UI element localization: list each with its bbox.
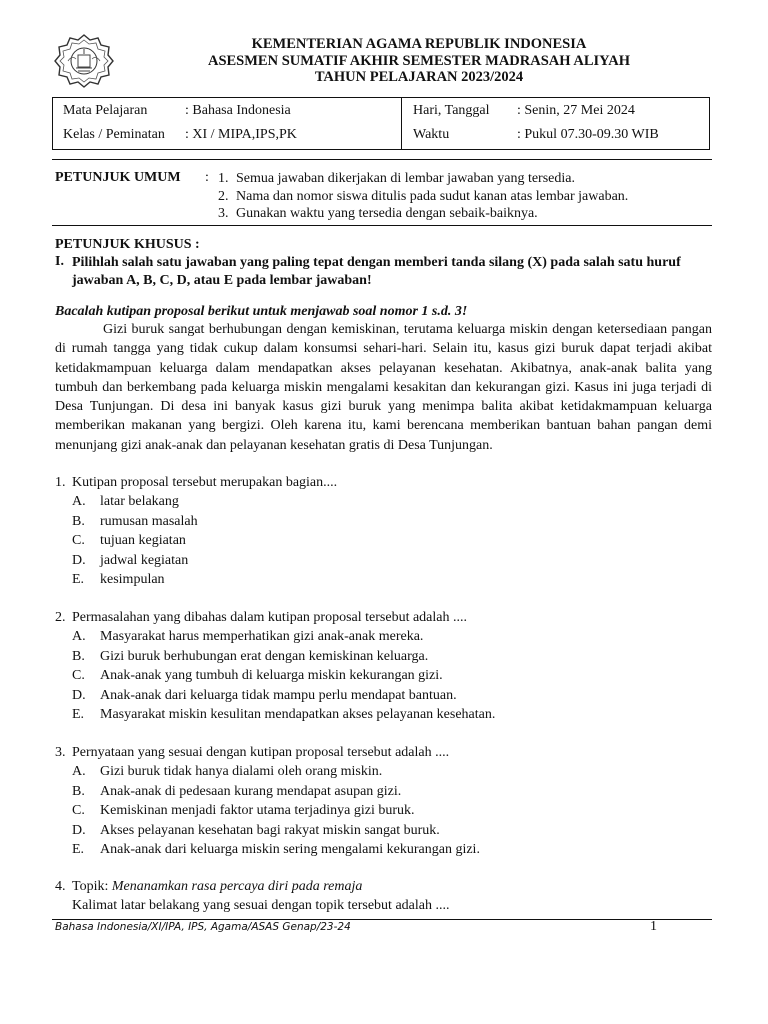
question-2	[55, 608, 712, 724]
option-list	[55, 492, 712, 589]
option-e	[72, 570, 712, 589]
option-text: jadwal kegiatan	[100, 552, 189, 568]
header-year: TAHUN PELAJARAN 2023/2024	[314, 69, 524, 85]
option-a	[72, 492, 712, 511]
exam-header	[120, 36, 718, 86]
option-letter: D.	[72, 822, 86, 838]
option-text: Masyarakat miskin kesulitan mendapatkan akses pelayanan kesehatan.	[100, 707, 496, 723]
option-d	[72, 821, 712, 840]
option-letter: B.	[72, 513, 85, 529]
footer-divider	[52, 919, 712, 920]
option-letter: A.	[72, 764, 86, 780]
option-list	[55, 627, 712, 724]
option-d	[72, 686, 712, 705]
section-roman-numeral: I.	[55, 254, 64, 269]
option-letter: E.	[72, 572, 85, 588]
option-e	[72, 840, 712, 859]
reading-instruction: Bacalah kutipan proposal berikut untuk menjawab soal nomor 1 s.d. 3!	[55, 304, 468, 319]
option-letter: E.	[72, 707, 85, 723]
option-text: Kemiskinan menjadi faktor utama terjadinya gizi buruk.	[100, 803, 415, 819]
specific-instructions-label: PETUNJUK KHUSUS :	[55, 237, 200, 252]
option-text: Akses pelayanan kesehatan bagi rakyat miskin sangat buruk.	[100, 822, 440, 838]
info-time-value: : Pukul 07.30-09.30 WIB	[517, 127, 659, 142]
option-letter: D.	[72, 687, 86, 703]
exam-info-box	[52, 97, 710, 150]
option-text: Gizi buruk berhubungan erat dengan kemiskinan keluarga.	[100, 648, 429, 664]
question-1	[55, 473, 712, 589]
option-a	[72, 627, 712, 646]
info-class-value: : XI / MIPA,IPS,PK	[185, 127, 297, 142]
info-class-label: Kelas / Peminatan	[63, 127, 165, 142]
option-text: Gizi buruk tidak hanya dialami oleh orang miskin.	[100, 764, 383, 780]
question-stem: Pernyataan yang sesuai dengan kutipan proposal tersebut adalah ....	[72, 745, 450, 760]
general-instructions-label: PETUNJUK UMUM	[55, 170, 181, 185]
list-item	[218, 205, 628, 223]
header-assessment: ASESMEN SUMATIF AKHIR SEMESTER MADRASAH ALIYAH	[207, 52, 631, 69]
item-number: 1.	[218, 171, 229, 186]
option-letter: C.	[72, 668, 85, 684]
option-e	[72, 705, 712, 724]
question-number: 4.	[55, 879, 66, 894]
passage-paragraph: Gizi buruk sangat berhubungan dengan kemiskinan, terutama keluarga miskin dengan ketersediaan pangan di rumah tangga yang tidak cukup dalam konsumsi sehari-hari. Selain itu, kasus gizi buruk dapat terjadi akibat ketidakmampuan keluarga dalam mendapatkan akses pelayanan kesehatan. Akibatnya, anak-anak balita yang tumbuh dan berkembang pada keluarga miskin mengalami kesakitan dan kekurangan gizi. Kasus ini juga terjadi di Desa Tunjungan. Di desa ini banyak kasus gizi buruk yang menimpa balita akibat ketidakmampuan keluarga memberikan makanan yang bergizi. Oleh karena itu, kami berencana memberikan bantuan bahan pangan demi menunjang gizi anak-anak dan pelayanan kesehatan gratis di Desa Tunjungan.	[55, 322, 712, 453]
footer-course-code: Bahasa Indonesia/XI/IPA, IPS, Agama/ASAS Genap/23-24	[55, 921, 351, 933]
option-text: Anak-anak dari keluarga tidak mampu perlu mendapat bantuan.	[100, 687, 457, 703]
option-b	[72, 782, 712, 801]
list-item	[218, 188, 628, 206]
option-c	[72, 801, 712, 820]
info-day-label: Hari, Tanggal	[413, 103, 490, 118]
question-number: 2.	[55, 610, 66, 625]
reading-passage	[55, 320, 712, 455]
item-number: 3.	[218, 206, 229, 221]
option-letter: A.	[72, 494, 86, 510]
question-4	[55, 877, 712, 916]
option-letter: D.	[72, 552, 86, 568]
option-text: Masyarakat harus memperhatikan gizi anak-anak mereka.	[100, 629, 424, 645]
option-text: tujuan kegiatan	[100, 533, 186, 549]
option-text: Anak-anak yang tumbuh di keluarga miskin kekurangan gizi.	[100, 668, 443, 684]
option-d	[72, 551, 712, 570]
info-time-label: Waktu	[413, 127, 450, 142]
option-letter: B.	[72, 648, 85, 664]
option-c	[72, 666, 712, 685]
page-number: 1	[650, 919, 657, 934]
info-box-divider	[401, 98, 402, 149]
divider-top	[52, 159, 712, 160]
question-3	[55, 743, 712, 859]
item-text: Nama dan nomor siswa ditulis pada sudut kanan atas lembar jawaban.	[236, 188, 629, 204]
option-letter: B.	[72, 783, 85, 799]
option-text: rumusan masalah	[100, 513, 198, 529]
header-ministry: KEMENTERIAN AGAMA REPUBLIK INDONESIA	[251, 36, 587, 52]
info-subject-label: Mata Pelajaran	[63, 103, 148, 118]
option-b	[72, 512, 712, 531]
option-text: kesimpulan	[100, 572, 165, 588]
option-list	[55, 762, 712, 859]
question-number: 3.	[55, 745, 66, 760]
option-b	[72, 647, 712, 666]
item-text: Semua jawaban dikerjakan di lembar jawaban yang tersedia.	[236, 171, 575, 186]
item-text: Gunakan waktu yang tersedia dengan sebaik-baiknya.	[236, 206, 538, 221]
question-stem: Permasalahan yang dibahas dalam kutipan proposal tersebut adalah ....	[72, 610, 467, 625]
topic-label: Topik:	[72, 879, 112, 894]
item-number: 2.	[218, 188, 229, 204]
option-letter: C.	[72, 533, 85, 549]
option-letter: A.	[72, 629, 86, 645]
topic-text: Menanamkan rasa percaya diri pada remaja	[111, 879, 363, 894]
specific-instructions-text: Pilihlah salah satu jawaban yang paling tepat dengan memberi tanda silang (X) pada salah satu huruf jawaban A, B, C, D, atau E pada lembar jawaban!	[72, 255, 681, 288]
ministry-logo-icon	[54, 34, 114, 88]
info-day-value: : Senin, 27 Mei 2024	[517, 103, 635, 118]
option-text: latar belakang	[100, 494, 179, 510]
question-number: 1.	[55, 475, 66, 490]
option-text: Anak-anak di pedesaan kurang mendapat asupan gizi.	[100, 783, 402, 799]
question-continuation: Kalimat latar belakang yang sesuai dengan topik tersebut adalah ....	[72, 898, 450, 914]
option-a	[72, 762, 712, 781]
list-item	[218, 170, 628, 188]
general-instructions-colon: :	[205, 170, 209, 185]
divider-instructions	[52, 225, 712, 226]
general-instructions-list	[218, 170, 628, 223]
option-letter: C.	[72, 803, 85, 819]
option-c	[72, 531, 712, 550]
option-letter: E.	[72, 842, 85, 858]
question-stem: Kutipan proposal tersebut merupakan bagian....	[72, 475, 338, 490]
info-subject-value: : Bahasa Indonesia	[185, 103, 291, 118]
option-text: Anak-anak dari keluarga miskin sering mengalami kekurangan gizi.	[100, 842, 480, 858]
